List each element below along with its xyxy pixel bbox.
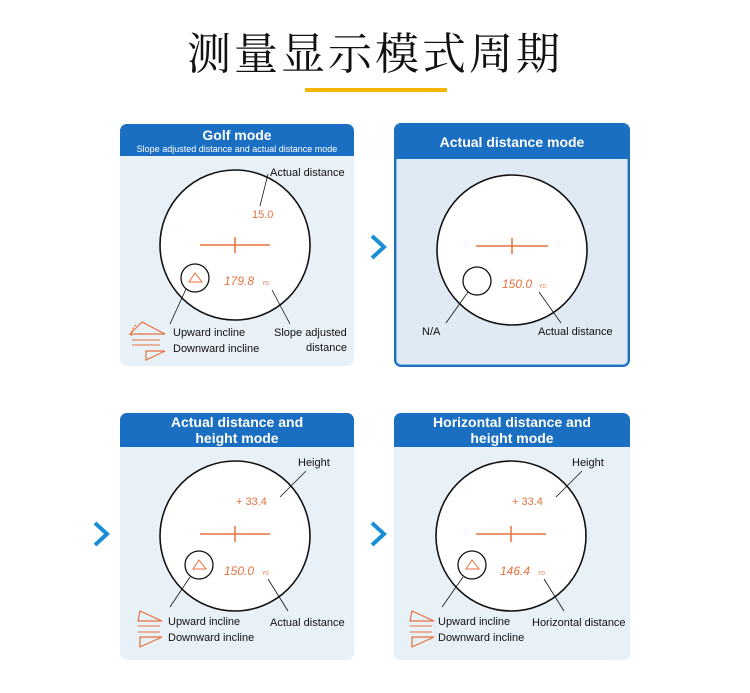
bottom-label: Slope adjusted [274,327,347,339]
panel-actual-distance-mode[interactable] [394,123,630,367]
bottom-label: Horizontal distance [532,617,626,629]
panel-heading-line2: height mode [195,430,279,446]
legend-upward: Upward incline [438,616,511,628]
bottom-reading: 179.8 [224,274,255,288]
page-title: 测量显示模式周期 [187,29,563,80]
scope-diagram [120,413,354,660]
legend-downward: Downward incline [438,632,525,644]
scope-diagram [396,125,628,365]
legend-downward: Downward incline [168,632,255,644]
legend-upward: Upward incline [168,616,241,628]
top-reading: + 33.4 [236,496,267,508]
next-arrow-icon [367,233,389,261]
top-reading: + 33.4 [512,496,543,508]
panel-heading: Golf mode [202,127,272,143]
unit-label: YD [539,284,546,290]
bottom-reading: 146.4 [500,564,531,578]
top-reading: 15.0 [252,209,274,221]
panel-golf-mode[interactable] [120,124,354,366]
upward-incline-icon [410,611,434,626]
panel-heading-line1: Horizontal distance and [433,414,591,430]
bottom-reading: 150.0 [224,564,255,578]
scope-diagram [120,124,354,366]
icon-label: N/A [422,326,441,338]
upward-incline-icon [130,322,165,340]
top-label: Actual distance [270,167,345,179]
panel-heading: Actual distance mode [439,134,585,150]
scope-diagram [394,413,630,660]
downward-incline-icon [132,345,165,360]
bottom-label: Actual distance [538,326,613,338]
panel-heading-line2: height mode [470,430,554,446]
panel-heading-line1: Actual distance and [170,414,304,430]
legend-downward: Downward incline [173,343,260,355]
next-arrow-icon [90,520,112,548]
next-arrow-icon [367,520,389,548]
top-label: Height [572,457,604,469]
unit-label: YD [538,571,545,577]
title-underline [305,88,447,92]
upward-incline-icon [138,611,162,626]
bottom-reading: 150.0 [502,277,533,291]
downward-incline-icon [410,632,434,647]
panel-actual-distance-height-mode[interactable] [120,413,354,660]
panel-subheading: Slope adjusted distance and actual distance mode [136,144,338,154]
panel-horizontal-distance-height-mode[interactable] [394,413,630,660]
legend-upward: Upward incline [173,327,246,339]
top-label: Height [298,457,330,469]
bottom-label: Actual distance [270,617,345,629]
bottom-label-2: distance [306,342,347,354]
unit-label: YD [262,571,269,577]
unit-label: YD [262,281,269,287]
downward-incline-icon [138,632,162,647]
